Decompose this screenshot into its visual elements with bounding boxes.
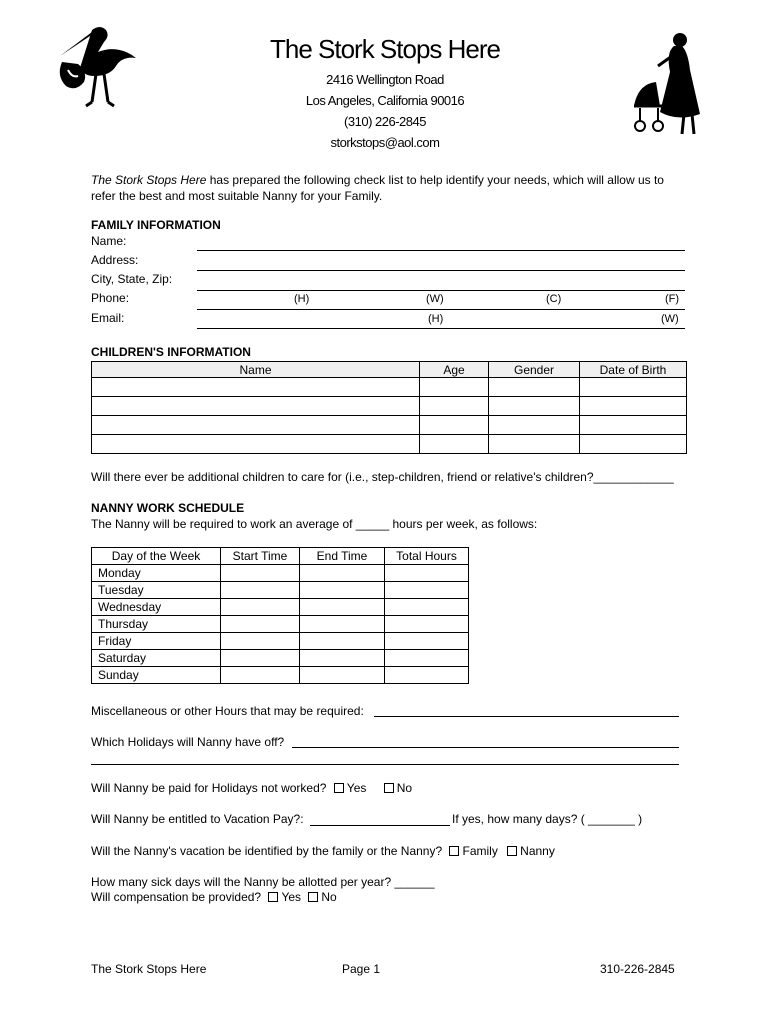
child-gender-cell[interactable] [489, 378, 580, 397]
day-cell: Wednesday [92, 599, 221, 616]
child-name-cell[interactable] [92, 435, 420, 454]
family-heading: FAMILY INFORMATION [91, 218, 221, 232]
holidays-field-2[interactable] [91, 764, 679, 765]
email-address: storkstops@aol.com [330, 135, 440, 150]
total-cell[interactable] [385, 599, 469, 616]
nanny-label: Nanny [520, 844, 555, 858]
city-field[interactable] [197, 290, 685, 291]
vacation-identified-question [91, 844, 555, 858]
email-tag-work: (W) [661, 313, 679, 325]
total-cell[interactable] [385, 565, 469, 582]
total-cell[interactable] [385, 633, 469, 650]
nanny-checkbox[interactable] [507, 846, 517, 856]
page-title: The Stork Stops Here [270, 34, 500, 64]
day-cell: Sunday [92, 667, 221, 684]
child-age-cell[interactable] [420, 397, 489, 416]
schedule-table [91, 547, 469, 684]
start-cell[interactable] [221, 616, 300, 633]
phone-label: Phone: [91, 291, 130, 305]
compensation-text: Will compensation be provided? [91, 890, 262, 904]
email-label: Email: [91, 311, 125, 325]
sick-days-question: How many sick days will the Nanny be allotted per year? ______ [91, 875, 435, 889]
children-heading: CHILDREN'S INFORMATION [91, 345, 251, 359]
vacation-days-question: If yes, how many days? ( _______ ) [452, 812, 643, 826]
children-table [91, 361, 687, 454]
start-cell[interactable] [221, 650, 300, 667]
end-cell[interactable] [300, 582, 385, 599]
child-name-cell[interactable] [92, 397, 420, 416]
compensation-yes-checkbox[interactable] [268, 892, 278, 902]
misc-hours-field[interactable] [374, 716, 679, 717]
table-row [92, 378, 687, 397]
child-gender-cell[interactable] [489, 416, 580, 435]
total-cell[interactable] [385, 616, 469, 633]
day-cell: Saturday [92, 650, 221, 667]
family-label: Family [462, 844, 498, 858]
table-row [92, 599, 469, 616]
total-cell[interactable] [385, 582, 469, 599]
intro-text: has prepared the following check list to help identify your needs, which will allow us to refer the best and most suitable Nanny for your Family. [91, 173, 664, 203]
end-cell[interactable] [300, 616, 385, 633]
schedule-col-start: Start Time [221, 548, 300, 565]
phone-field[interactable] [197, 309, 685, 310]
vacation-identified-text: Will the Nanny's vacation be identified by the family or the Nanny? [91, 844, 443, 858]
phone-tag-cell: (C) [546, 293, 562, 305]
email-field[interactable] [197, 328, 685, 329]
total-cell[interactable] [385, 650, 469, 667]
end-cell[interactable] [300, 650, 385, 667]
address-line-2: Los Angeles, California 90016 [305, 93, 465, 108]
city-label: City, State, Zip: [91, 272, 173, 286]
family-checkbox[interactable] [449, 846, 459, 856]
schedule-heading: NANNY WORK SCHEDULE [91, 501, 245, 515]
child-dob-cell[interactable] [580, 378, 687, 397]
start-cell[interactable] [221, 633, 300, 650]
children-col-dob: Date of Birth [580, 362, 687, 378]
address-field[interactable] [197, 270, 685, 271]
end-cell[interactable] [300, 633, 385, 650]
phone-tag-work: (W) [426, 293, 444, 305]
paid-holidays-text: Will Nanny be paid for Holidays not worked? [91, 781, 327, 795]
children-col-name: Name [92, 362, 420, 378]
start-cell[interactable] [221, 667, 300, 684]
schedule-col-total: Total Hours [385, 548, 469, 565]
start-cell[interactable] [221, 565, 300, 582]
footer-phone: 310-226-2845 [600, 962, 675, 976]
children-col-age: Age [420, 362, 489, 378]
child-dob-cell[interactable] [580, 397, 687, 416]
paid-holidays-yes-checkbox[interactable] [334, 783, 344, 793]
table-row [92, 582, 469, 599]
child-name-cell[interactable] [92, 378, 420, 397]
child-dob-cell[interactable] [580, 416, 687, 435]
child-gender-cell[interactable] [489, 397, 580, 416]
table-row [92, 435, 687, 454]
address-label: Address: [91, 253, 139, 267]
paid-holidays-question [91, 781, 412, 795]
table-row [92, 633, 469, 650]
schedule-col-end: End Time [300, 548, 385, 565]
yes-label: Yes [346, 781, 367, 795]
name-field[interactable] [197, 250, 685, 251]
child-dob-cell[interactable] [580, 435, 687, 454]
table-row [92, 667, 469, 684]
yes-label: Yes [281, 890, 302, 904]
child-age-cell[interactable] [420, 435, 489, 454]
day-cell: Monday [92, 565, 221, 582]
phone-number: (310) 226-2845 [344, 114, 426, 129]
end-cell[interactable] [300, 599, 385, 616]
table-row [92, 616, 469, 633]
table-row [92, 397, 687, 416]
additional-children-question: Will there ever be additional children to care for (i.e., step-children, friend or relative's children?____________ [91, 470, 674, 484]
vacation-pay-field[interactable] [310, 825, 450, 826]
schedule-text: The Nanny will be required to work an average of _____ hours per week, as follows: [91, 517, 538, 531]
table-row [92, 650, 469, 667]
email-tag-home: (H) [428, 313, 444, 325]
children-col-gender: Gender [489, 362, 580, 378]
day-cell: Friday [92, 633, 221, 650]
footer-page-number: Page 1 [342, 962, 381, 976]
day-cell: Thursday [92, 616, 221, 633]
end-cell[interactable] [300, 667, 385, 684]
misc-hours-question: Miscellaneous or other Hours that may be required: [91, 704, 364, 718]
table-row [92, 565, 469, 582]
child-name-cell[interactable] [92, 416, 420, 435]
intro-company: The Stork Stops Here [91, 173, 207, 187]
no-label: No [321, 890, 337, 904]
start-cell[interactable] [221, 599, 300, 616]
paid-holidays-no-checkbox[interactable] [384, 783, 394, 793]
child-age-cell[interactable] [420, 416, 489, 435]
holidays-field[interactable] [292, 747, 679, 748]
phone-tag-fax: (F) [665, 293, 680, 305]
phone-tag-home: (H) [294, 293, 310, 305]
intro-paragraph [91, 172, 691, 204]
footer-company: The Stork Stops Here [91, 962, 207, 976]
end-cell[interactable] [300, 565, 385, 582]
table-row [92, 416, 687, 435]
compensation-question [91, 890, 337, 904]
day-cell: Tuesday [92, 582, 221, 599]
holidays-question: Which Holidays will Nanny have off? [91, 735, 285, 749]
start-cell[interactable] [221, 582, 300, 599]
compensation-no-checkbox[interactable] [308, 892, 318, 902]
vacation-pay-question: Will Nanny be entitled to Vacation Pay?: [91, 812, 304, 826]
child-age-cell[interactable] [420, 378, 489, 397]
child-gender-cell[interactable] [489, 435, 580, 454]
total-cell[interactable] [385, 667, 469, 684]
schedule-col-day: Day of the Week [92, 548, 221, 565]
no-label: No [396, 781, 413, 795]
name-label: Name: [91, 234, 127, 248]
address-line-1: 2416 Wellington Road [326, 72, 444, 87]
